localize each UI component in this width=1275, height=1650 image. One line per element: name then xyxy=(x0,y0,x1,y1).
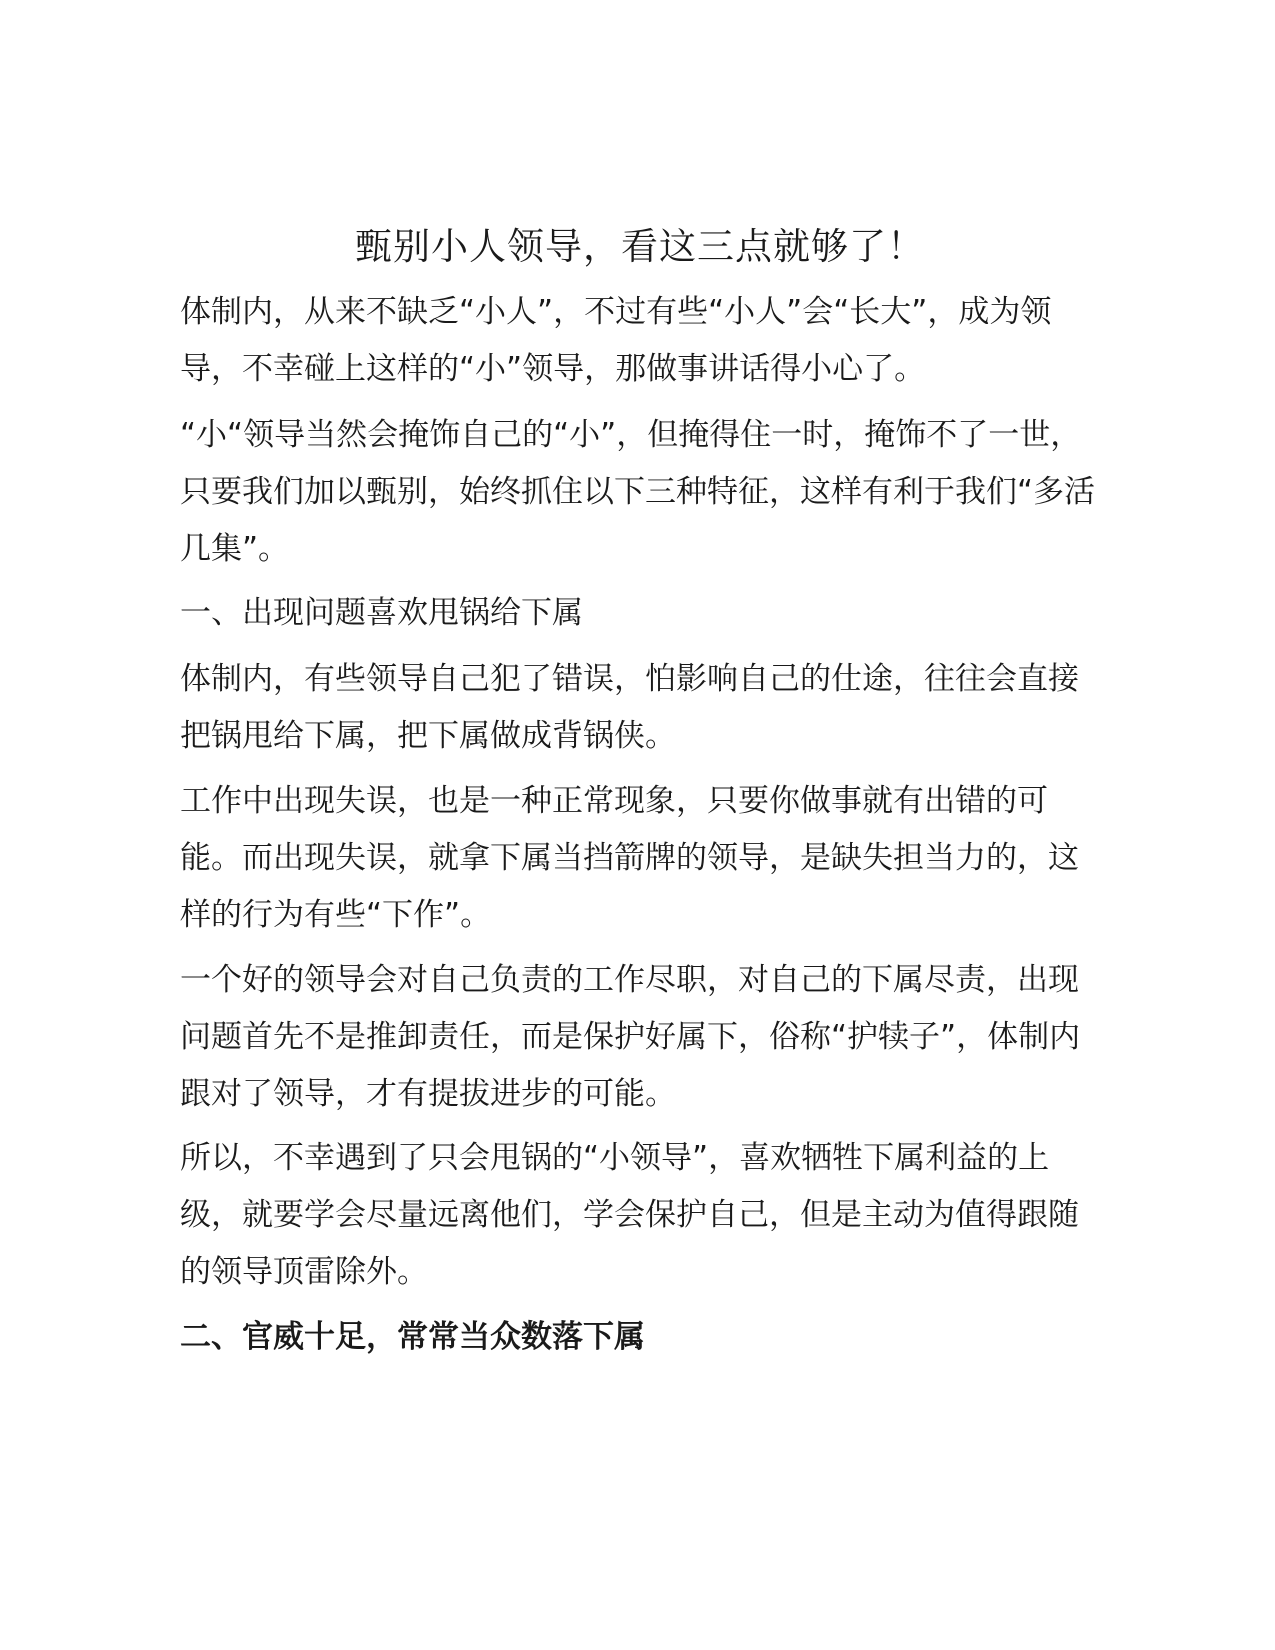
paragraph-features: “小“领导当然会掩饰自己的“小”，但掩得住一时，掩饰不了一世，只要我们加以甄别，始终抓住以下三种特征，这样有利于我们“多活几集”。 xyxy=(180,417,1096,567)
paragraph-blame-3: 一个好的领导会对自己负责的工作尽职，对自己的下属尽责，出现问题首先不是推卸责任，而是保护好属下，俗称“护犊子”，体制内跟对了领导，才有提拔进步的可能。 xyxy=(180,962,1081,1112)
paragraph-intro: 体制内，从来不缺乏“小人”，不过有些“小人”会“长大”，成为领导，不幸碰上这样的“小”领导，那做事讲话得小心了。 xyxy=(180,294,1052,387)
paragraph-blame-2: 工作中出现失误，也是一种正常现象，只要你做事就有出错的可能。而出现失误，就拿下属当挡箭牌的领导，是缺失担当力的，这样的行为有些“下作”。 xyxy=(180,783,1079,933)
paragraph-blame-4: 所以，不幸遇到了只会甩锅的“小领导”，喜欢牺牲下属利益的上级，就要学会尽量远离他们，学会保护自己，但是主动为值得跟随的领导顶雷除外。 xyxy=(180,1140,1079,1290)
document-title: 甄别小人领导，看这三点就够了！ xyxy=(355,225,925,268)
section-heading-2: 二、官威十足，常常当众数落下属 xyxy=(180,1319,645,1355)
section-heading-1: 一、出现问题喜欢甩锅给下属 xyxy=(180,595,583,631)
paragraph-blame-1: 体制内，有些领导自己犯了错误，怕影响自己的仕途，往往会直接把锅甩给下属，把下属做成背锅侠。 xyxy=(180,661,1079,754)
